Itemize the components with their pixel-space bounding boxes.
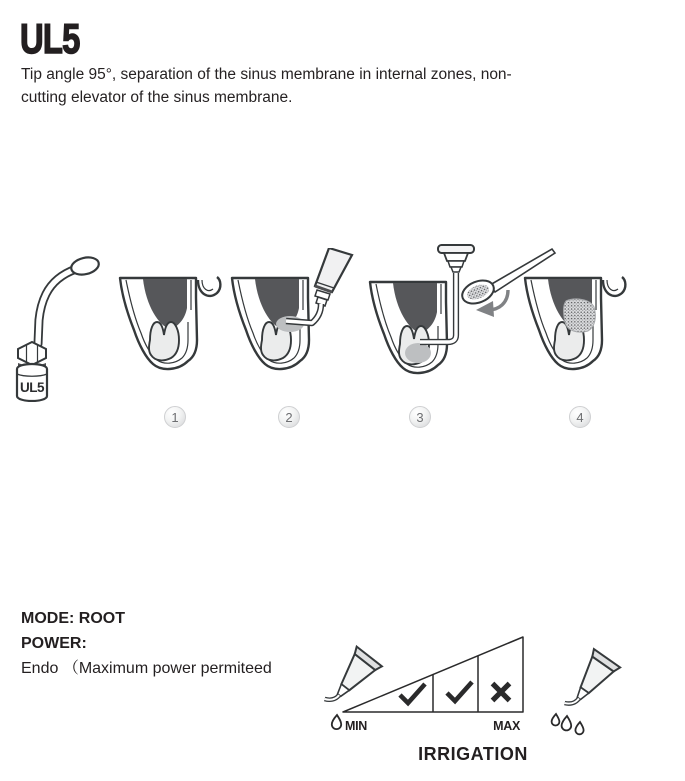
membrane-hook-icon — [603, 277, 625, 296]
description-line-2: cutting elevator of the sinus membrane. — [21, 89, 293, 106]
step-badge-3 — [409, 406, 431, 428]
step-number: 3 — [416, 409, 424, 425]
step-4-graft-filled-illustration — [497, 276, 637, 391]
irrigation-max-nozzle-icon — [559, 649, 620, 717]
tool-base-label: UL5 — [19, 380, 45, 395]
water-drops-icon — [552, 714, 584, 734]
water-drop-icon — [332, 715, 341, 729]
irrigation-diagram — [303, 622, 643, 747]
tip-description — [21, 63, 651, 109]
step-badge-2 — [278, 406, 300, 428]
min-label: MIN — [345, 719, 368, 733]
elevated-membrane-patch — [405, 343, 431, 363]
check-icon — [447, 682, 472, 701]
mode-line: MODE: ROOT — [21, 610, 125, 627]
step-number: 2 — [285, 409, 293, 425]
step-2-tool-insertion-illustration — [228, 248, 368, 393]
step-badge-1 — [164, 406, 186, 428]
step-badge-4 — [569, 406, 591, 428]
page-title: UL5 — [20, 16, 80, 63]
settings-block — [21, 606, 272, 681]
description-line-1: Tip angle 95°, separation of the sinus membrane in internal zones, non- — [21, 66, 512, 83]
step-number: 4 — [576, 409, 584, 425]
step-number: 1 — [171, 409, 179, 425]
power-label: POWER: — [21, 635, 87, 652]
cross-icon — [493, 684, 510, 701]
max-label: MAX — [493, 719, 520, 733]
ul5-tip-illustration — [8, 252, 108, 402]
bone-graft-patch — [564, 299, 596, 332]
step-1-sinus-illustration — [116, 276, 236, 391]
irrigation-caption: IRRIGATION — [418, 744, 528, 764]
irrigation-min-nozzle-icon — [319, 647, 382, 715]
handpiece-icon — [315, 248, 352, 306]
handpiece-icon — [438, 245, 474, 272]
power-detail: Endo （Maximum power permiteed — [21, 660, 272, 677]
membrane-hook-icon — [198, 277, 220, 296]
